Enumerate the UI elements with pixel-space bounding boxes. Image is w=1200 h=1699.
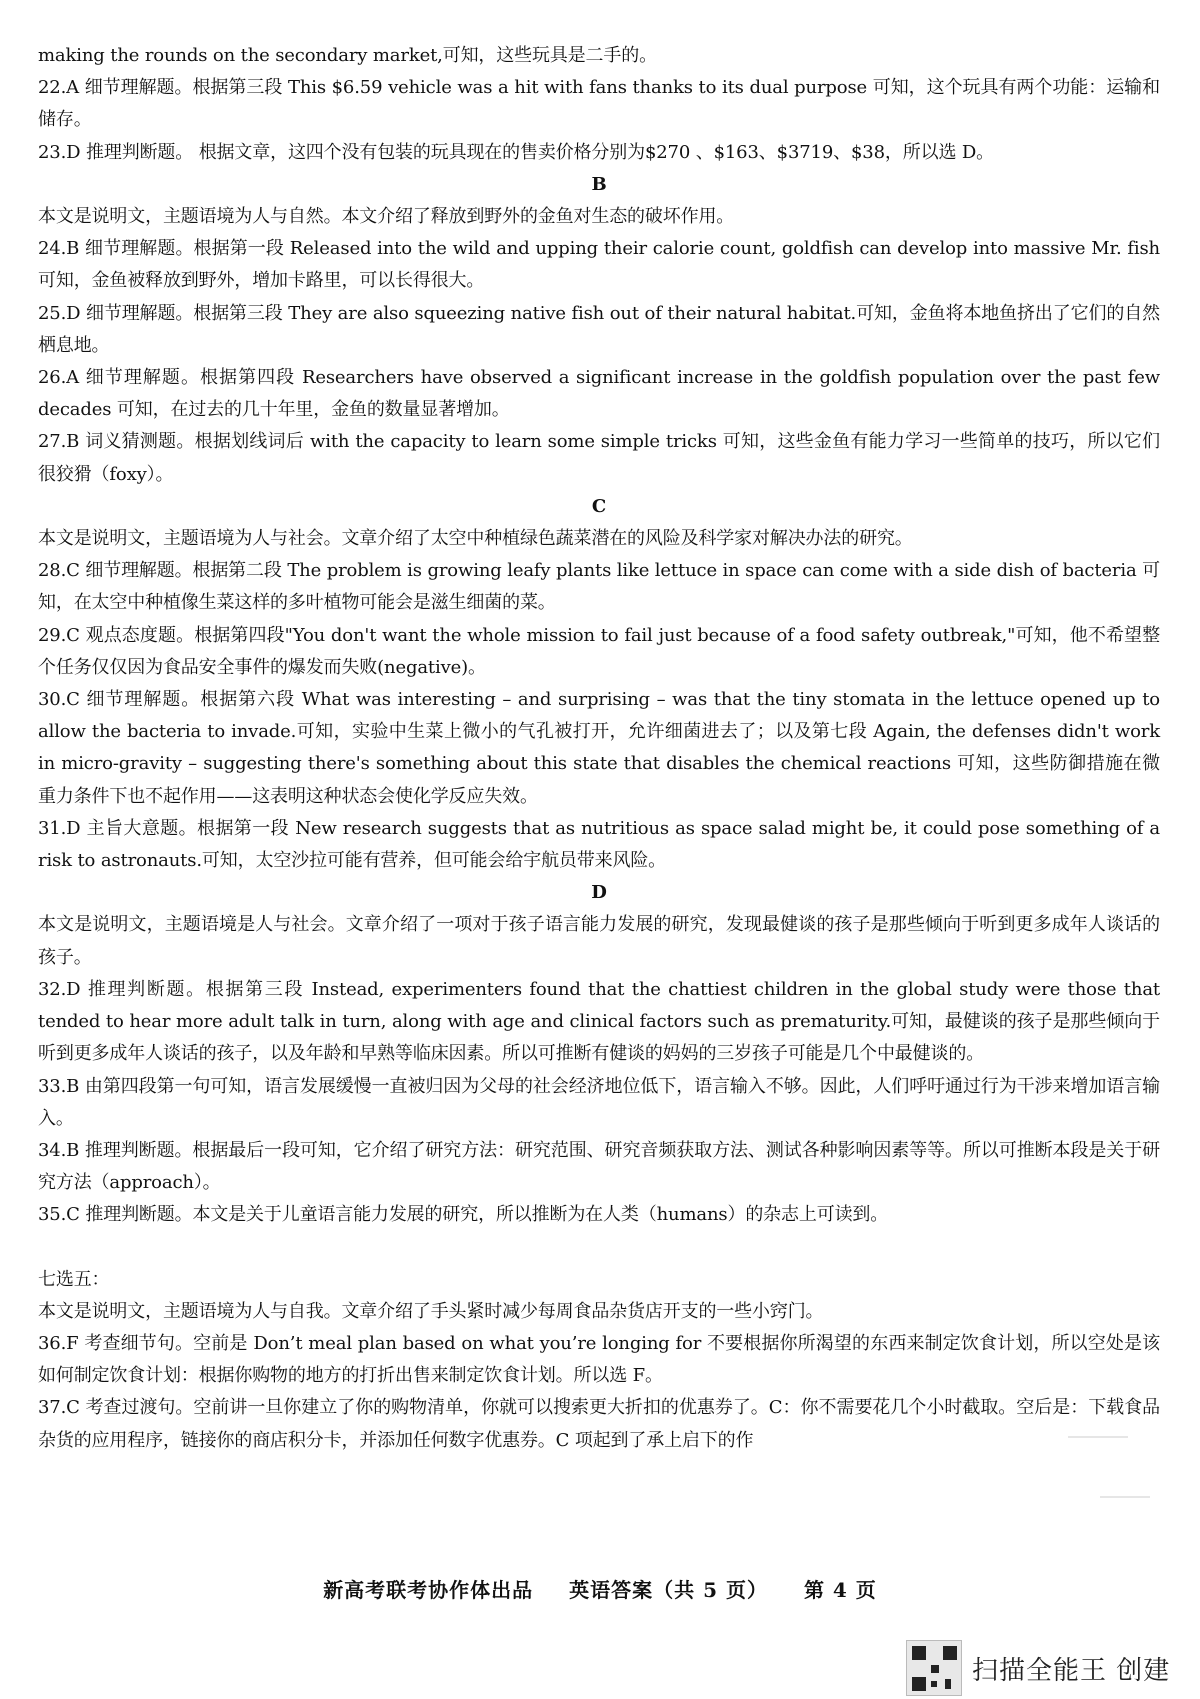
answer-paragraph: 36.F 考查细节句。空前是 Don’t meal plan based on what you’re longing for 不要根据你所渴望的东西来制定饮食计划，所以空处是该如何制定饮食计划：根据你购物的地方的打折出售来制定饮食计划。所以选 F。 — [38, 1332, 1160, 1387]
scan-speck — [1100, 1496, 1150, 1498]
watermark-text: 扫描全能王 创建 — [972, 1655, 1171, 1686]
section-heading: B — [591, 173, 607, 195]
answer-paragraph: 28.C 细节理解题。根据第二段 The problem is growing leafy plants like lettuce in space can come with a side dish of bacteria 可知，在太空中种植像生菜这样的多叶植物可能会是滋生细菌的菜。 — [38, 560, 1160, 614]
page-footer — [0, 1574, 1200, 1603]
answer-paragraph: 26.A 细节理解题。根据第四段 Researchers have observed a significant increase in the goldfish population over the past few decades 可知，在过去的几十年里，金鱼的数量显著增加。 — [38, 367, 1160, 421]
answer-paragraph: 33.B 由第四段第一句可知，语言发展缓慢一直被归因为父母的社会经济地位低下，语言输入不够。因此，人们呼吁通过行为干涉来增加语言输入。 — [38, 1075, 1160, 1129]
section-heading: C — [591, 495, 607, 517]
answer-paragraph: 25.D 细节理解题。根据第三段 They are also squeezing native fish out of their natural habitat.可知，金鱼将本地鱼挤出了它们的自然栖息地。 — [38, 302, 1160, 356]
footer-page-number: 第 4 页 — [803, 1578, 877, 1602]
answer-paragraph: 本文是说明文，主题语境为人与自然。本文介绍了释放到野外的金鱼对生态的破坏作用。 — [38, 206, 735, 228]
answer-paragraph: 本文是说明文，主题语境为人与自我。文章介绍了手头紧时减少每周食品杂货店开支的一些小窍门。 — [38, 1300, 824, 1322]
answer-paragraph: 30.C 细节理解题。根据第六段 What was interesting – and surprising – was that the tiny stomata in the lettuce opened up to allow the bacteria to invade.可知，实验中生菜上微小的气孔被打开，允许细菌进去了；以及第七段 Again, the defenses didn't work in micro-gravity – suggesting there's something about this state that disables the chemical reactions 可知，这些防御措施在微重力条件下也不起作用——这表明这种状态会使化学反应失效。 — [38, 689, 1160, 807]
answer-paragraph: 本文是说明文，主题语境为人与社会。文章介绍了太空中种植绿色蔬菜潜在的风险及科学家对解决办法的研究。 — [38, 528, 913, 550]
section-heading: D — [591, 882, 607, 904]
answer-paragraph: 35.C 推理判断题。本文是关于儿童语言能力发展的研究，所以推断为在人类（humans）的杂志上可读到。 — [38, 1204, 889, 1226]
answer-paragraph: 七选五： — [38, 1268, 110, 1290]
answer-paragraph: 31.D 主旨大意题。根据第一段 New research suggests that as nutritious as space salad might be, it could pose something of a risk to astronauts.可知，太空沙拉可能有营养，但可能会给宇航员带来风险。 — [38, 817, 1160, 872]
answer-paragraph: 27.B 词义猜测题。根据划线词后 with the capacity to learn some simple tricks 可知，这些金鱼有能力学习一些简单的技巧，所以它们很狡猾（foxy）。 — [38, 431, 1160, 485]
answer-paragraph: 37.C 考查过渡句。空前讲一旦你建立了你的购物清单，你就可以搜索更大折扣的优惠券了。C：你不需要花几个小时截取。空后是：下载食品杂货的应用程序，链接你的商店积分卡，并添加任何数字优惠券。C 项起到了承上启下的作 — [38, 1397, 1160, 1451]
answer-content — [38, 40, 1160, 1457]
scan-speck — [1068, 1436, 1128, 1438]
qr-code-icon — [906, 1640, 962, 1696]
section-gap — [38, 1232, 1160, 1264]
footer-subject: 英语答案（共 5 页） — [569, 1578, 768, 1602]
answer-paragraph: 23.D 推理判断题。 根据文章，这四个没有包装的玩具现在的售卖价格分别为$270 、$163、$3719、$38，所以选 D。 — [38, 141, 995, 163]
answer-paragraph: 22.A 细节理解题。根据第三段 This $6.59 vehicle was a hit with fans thanks to its dual purpose 可知，这个玩具有两个功能：运输和储存。 — [38, 77, 1160, 131]
answer-paragraph: 本文是说明文，主题语境是人与社会。文章介绍了一项对于孩子语言能力发展的研究，发现最健谈的孩子是那些倾向于听到更多成年人谈话的孩子。 — [38, 914, 1160, 968]
answer-paragraph: 34.B 推理判断题。根据最后一段可知，它介绍了研究方法：研究范围、研究音频获取方法、测试各种影响因素等等。所以可推断本段是关于研究方法（approach）。 — [38, 1139, 1160, 1194]
answer-paragraph: 24.B 细节理解题。根据第一段 Released into the wild and upping their calorie count, goldfish can develop into massive Mr. fish 可知，金鱼被释放到野外，增加卡路里，可以长得很大。 — [38, 238, 1160, 292]
answer-paragraph: 29.C 观点态度题。根据第四段"You don't want the whole mission to fail just because of a food safety outbreak,"可知，他不希望整个任务仅仅因为食品安全事件的爆发而失败(negative)。 — [38, 624, 1160, 678]
footer-publisher: 新高考联考协作体出品 — [323, 1578, 534, 1602]
answer-paragraph: making the rounds on the secondary market,可知，这些玩具是二手的。 — [38, 45, 657, 66]
answer-paragraph: 32.D 推理判断题。根据第三段 Instead, experimenters found that the chattiest children in the global study were those that tended to hear more adult talk in turn, along with age and clinical factors such as prematurity.可知，最健谈的孩子是那些倾向于听到更多成年人谈话的孩子，以及年龄和早熟等临床因素。所以可推断有健谈的妈妈的三岁孩子可能是几个中最健谈的。 — [38, 978, 1160, 1065]
scanner-watermark — [906, 1640, 1176, 1696]
